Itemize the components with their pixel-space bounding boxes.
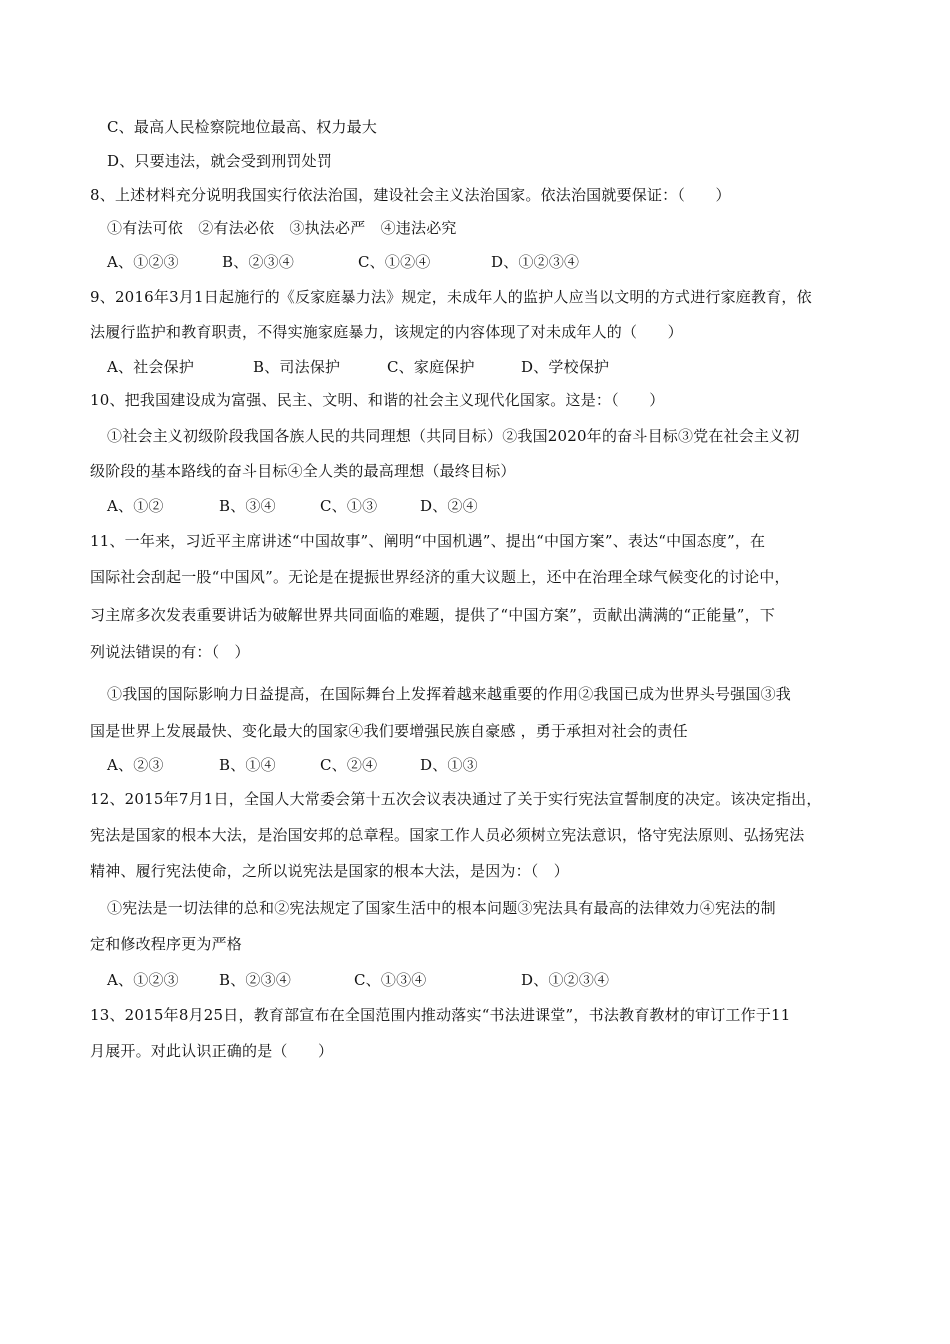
q12-option-d: D、①②③④ [521, 971, 610, 989]
q9-option-b: B、司法保护 [253, 358, 341, 376]
q12-stem-line-1: 12、2015年7月1日，全国人大常委会第十五次会议表决通过了关于实行宪法宣誓制度的决定。该决定指出， [90, 790, 822, 808]
q10-option-a: A、①② [107, 497, 164, 515]
q12-stem-line-2: 宪法是国家的根本大法，是治国安邦的总章程。国家工作人员必须树立宪法意识，恪守宪法原则、弘扬宪法 [90, 826, 805, 844]
q8-options [107, 252, 579, 272]
q13-stem-line-2: 月展开。对此认识正确的是（ ） [90, 1042, 334, 1060]
q12-option-b: B、②③④ [219, 971, 292, 989]
q8-stem: 8、上述材料充分说明我国实行依法治国，建设社会主义法治国家。依法治国就要保证：（ ） [90, 186, 731, 204]
q11-option-b: B、①④ [219, 756, 276, 774]
q9-stem-line-2: 法履行监护和教育职责，不得实施家庭暴力，该规定的内容体现了对未成年人的（ ） [90, 323, 683, 341]
q11-option-c: C、②④ [320, 756, 378, 774]
q10-items-line-2: 级阶段的基本路线的奋斗目标④全人类的最高理想（最终目标） [90, 462, 516, 480]
q11-stem-line-4: 列说法错误的有：（ ） [90, 643, 250, 661]
q11-stem-line-2: 国际社会刮起一股“中国风”。无论是在提振世界经济的重大议题上，还中在治理全球气候变化的讨论中， [90, 568, 790, 586]
q9-option-d: D、学校保护 [521, 358, 610, 376]
q7-option-c: C、最高人民检察院地位最高、权力最大 [107, 118, 378, 136]
q10-option-d: D、②④ [420, 497, 478, 515]
q12-option-c: C、①③④ [354, 971, 427, 989]
q11-option-a: A、②③ [107, 756, 164, 774]
q10-stem: 10、把我国建设成为富强、民主、文明、和谐的社会主义现代化国家。这是：（ ） [90, 391, 665, 409]
q11-stem-line-1: 11、一年来，习近平主席讲述“中国故事”、阐明“中国机遇”、提出“中国方案”、表达“中国态度”，在 [90, 532, 766, 550]
q11-options [107, 755, 478, 775]
q8-option-d: D、①②③④ [491, 253, 580, 271]
q11-option-d: D、①③ [420, 756, 478, 774]
q8-option-a: A、①②③ [107, 253, 179, 271]
q11-items-line-1: ①我国的国际影响力日益提高，在国际舞台上发挥着越来越重要的作用②我国已成为世界头号强国③我 [107, 685, 792, 703]
q12-option-a: A、①②③ [107, 971, 179, 989]
q10-option-b: B、③④ [219, 497, 276, 515]
q10-options [107, 496, 478, 516]
q9-stem-line-1: 9、2016年3月1日起施行的《反家庭暴力法》规定，未成年人的监护人应当以文明的方式进行家庭教育，依 [90, 288, 812, 306]
q11-items-line-2: 国是世界上发展最快、变化最大的国家④我们要增强民族自豪感 ，勇于承担对社会的责任 [90, 722, 688, 740]
q12-options [107, 970, 609, 990]
q13-stem-line-1: 13、2015年8月25日，教育部宣布在全国范围内推动落实“书法进课堂”，书法教育教材的审订工作于11 [90, 1006, 791, 1024]
q8-option-b: B、②③④ [222, 253, 295, 271]
q10-option-c: C、①③ [320, 497, 378, 515]
q8-option-c: C、①②④ [358, 253, 431, 271]
q9-option-c: C、家庭保护 [387, 358, 475, 376]
q11-stem-line-3: 习主席多次发表重要讲话为破解世界共同面临的难题，提供了“中国方案”，贡献出满满的“正能量”，下 [90, 606, 776, 624]
q12-items-line-1: ①宪法是一切法律的总和②宪法规定了国家生活中的根本问题③宪法具有最高的法律效力④宪法的制 [107, 899, 776, 917]
q9-options [107, 357, 609, 377]
q9-option-a: A、社会保护 [107, 358, 195, 376]
q10-items-line-1: ①社会主义初级阶段我国各族人民的共同理想（共同目标）②我国2020年的奋斗目标③党在社会主义初 [107, 427, 800, 445]
q12-stem-line-3: 精神、履行宪法使命，之所以说宪法是国家的根本大法，是因为：（ ） [90, 862, 569, 880]
q12-items-line-2: 定和修改程序更为严格 [90, 935, 243, 953]
q8-items: ①有法可依 ②有法必依 ③执法必严 ④违法必究 [107, 219, 457, 237]
q7-option-d: D、只要违法，就会受到刑罚处罚 [107, 152, 333, 170]
